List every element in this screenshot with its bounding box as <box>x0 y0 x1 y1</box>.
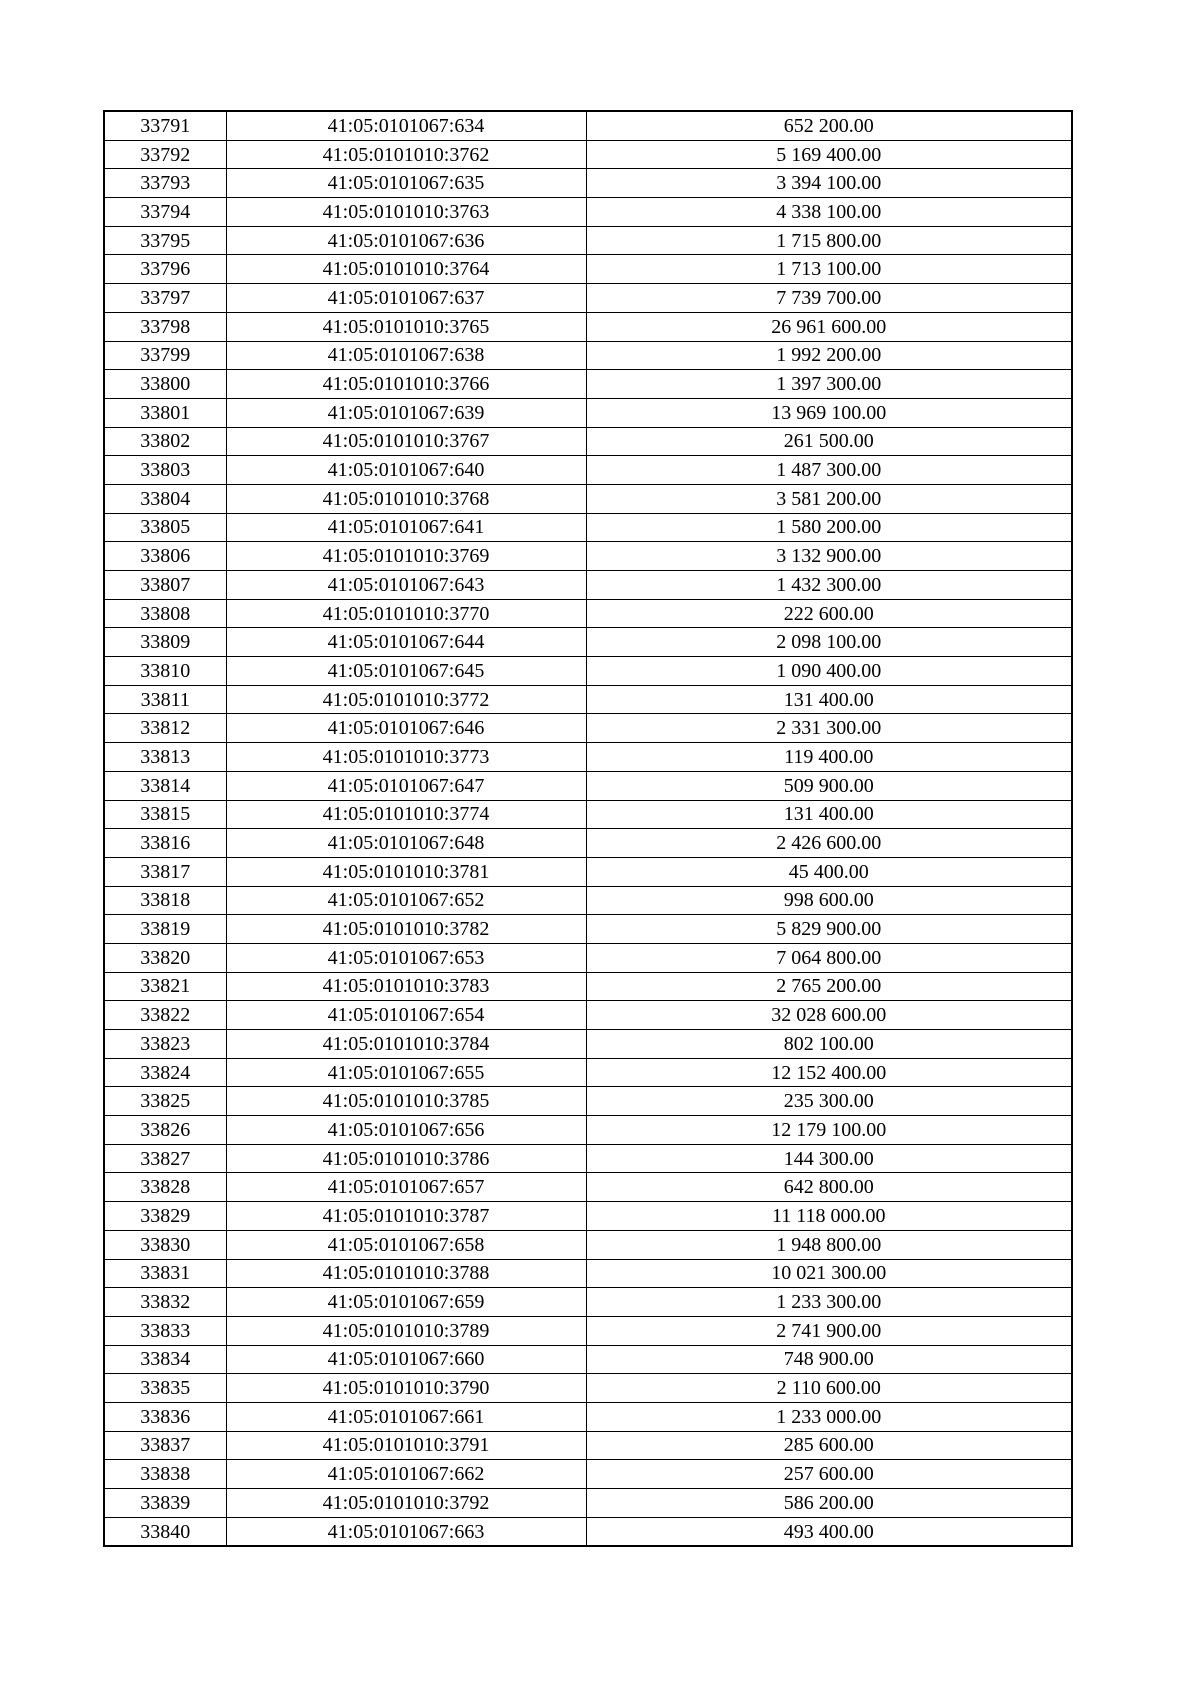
cadastral-value-cell: 3 132 900.00 <box>586 542 1072 571</box>
cadastral-number-cell: 41:05:0101067:641 <box>226 513 586 542</box>
row-number-cell: 33813 <box>104 743 226 772</box>
row-number-cell: 33826 <box>104 1116 226 1145</box>
row-number-cell: 33798 <box>104 312 226 341</box>
cadastral-number-cell: 41:05:0101067:652 <box>226 886 586 915</box>
cadastral-value-cell: 2 110 600.00 <box>586 1374 1072 1403</box>
row-number-cell: 33803 <box>104 456 226 485</box>
row-number-cell: 33825 <box>104 1087 226 1116</box>
cadastral-number-cell: 41:05:0101067:661 <box>226 1402 586 1431</box>
cadastral-value-cell: 7 064 800.00 <box>586 943 1072 972</box>
table-row <box>104 140 1072 169</box>
cadastral-number-cell: 41:05:0101010:3785 <box>226 1087 586 1116</box>
table-row <box>104 456 1072 485</box>
row-number-cell: 33802 <box>104 427 226 456</box>
table-row <box>104 771 1072 800</box>
row-number-cell: 33837 <box>104 1431 226 1460</box>
table-row <box>104 1402 1072 1431</box>
row-number-cell: 33810 <box>104 657 226 686</box>
row-number-cell: 33840 <box>104 1517 226 1546</box>
row-number-cell: 33814 <box>104 771 226 800</box>
cadastral-number-cell: 41:05:0101010:3767 <box>226 427 586 456</box>
row-number-cell: 33800 <box>104 370 226 399</box>
cadastral-number-cell: 41:05:0101010:3784 <box>226 1030 586 1059</box>
table-row <box>104 628 1072 657</box>
cadastral-value-cell: 509 900.00 <box>586 771 1072 800</box>
table-row <box>104 1374 1072 1403</box>
table-row <box>104 685 1072 714</box>
row-number-cell: 33839 <box>104 1489 226 1518</box>
cadastral-number-cell: 41:05:0101010:3781 <box>226 857 586 886</box>
table-row <box>104 829 1072 858</box>
table-row <box>104 1288 1072 1317</box>
row-number-cell: 33838 <box>104 1460 226 1489</box>
cadastral-number-cell: 41:05:0101067:640 <box>226 456 586 485</box>
cadastral-value-cell: 257 600.00 <box>586 1460 1072 1489</box>
cadastral-value-cell: 10 021 300.00 <box>586 1259 1072 1288</box>
table-row <box>104 657 1072 686</box>
table-row <box>104 169 1072 198</box>
cadastral-value-cell: 1 713 100.00 <box>586 255 1072 284</box>
table-row <box>104 111 1072 140</box>
row-number-cell: 33828 <box>104 1173 226 1202</box>
cadastral-value-cell: 998 600.00 <box>586 886 1072 915</box>
table-row <box>104 1316 1072 1345</box>
cadastral-value-cell: 1 432 300.00 <box>586 571 1072 600</box>
row-number-cell: 33827 <box>104 1144 226 1173</box>
cadastral-number-cell: 41:05:0101067:658 <box>226 1230 586 1259</box>
row-number-cell: 33793 <box>104 169 226 198</box>
row-number-cell: 33830 <box>104 1230 226 1259</box>
cadastral-value-cell: 32 028 600.00 <box>586 1001 1072 1030</box>
cadastral-number-cell: 41:05:0101010:3768 <box>226 484 586 513</box>
cadastral-number-cell: 41:05:0101067:645 <box>226 657 586 686</box>
cadastral-value-cell: 1 948 800.00 <box>586 1230 1072 1259</box>
cadastral-value-cell: 4 338 100.00 <box>586 198 1072 227</box>
cadastral-value-cell: 261 500.00 <box>586 427 1072 456</box>
row-number-cell: 33807 <box>104 571 226 600</box>
cadastral-value-cell: 652 200.00 <box>586 111 1072 140</box>
row-number-cell: 33805 <box>104 513 226 542</box>
table-row <box>104 743 1072 772</box>
cadastral-value-cell: 1 233 000.00 <box>586 1402 1072 1431</box>
cadastral-number-cell: 41:05:0101010:3786 <box>226 1144 586 1173</box>
table-row <box>104 714 1072 743</box>
cadastral-value-cell: 1 233 300.00 <box>586 1288 1072 1317</box>
cadastral-number-cell: 41:05:0101010:3774 <box>226 800 586 829</box>
table-row <box>104 1460 1072 1489</box>
cadastral-number-cell: 41:05:0101067:643 <box>226 571 586 600</box>
cadastral-number-cell: 41:05:0101010:3764 <box>226 255 586 284</box>
table-row <box>104 599 1072 628</box>
row-number-cell: 33819 <box>104 915 226 944</box>
cadastral-number-cell: 41:05:0101010:3762 <box>226 140 586 169</box>
row-number-cell: 33817 <box>104 857 226 886</box>
cadastral-value-cell: 1 715 800.00 <box>586 226 1072 255</box>
cadastral-number-cell: 41:05:0101067:638 <box>226 341 586 370</box>
cadastral-value-cell: 222 600.00 <box>586 599 1072 628</box>
cadastral-number-cell: 41:05:0101067:639 <box>226 398 586 427</box>
table-row <box>104 1030 1072 1059</box>
cadastral-number-cell: 41:05:0101067:654 <box>226 1001 586 1030</box>
cadastral-value-cell: 13 969 100.00 <box>586 398 1072 427</box>
cadastral-number-cell: 41:05:0101010:3772 <box>226 685 586 714</box>
row-number-cell: 33821 <box>104 972 226 1001</box>
cadastral-value-cell: 2 098 100.00 <box>586 628 1072 657</box>
table-row <box>104 1058 1072 1087</box>
cadastral-value-cell: 7 739 700.00 <box>586 284 1072 313</box>
table-row <box>104 571 1072 600</box>
row-number-cell: 33801 <box>104 398 226 427</box>
cadastral-value-cell: 1 487 300.00 <box>586 456 1072 485</box>
row-number-cell: 33820 <box>104 943 226 972</box>
cadastral-number-cell: 41:05:0101010:3773 <box>226 743 586 772</box>
table-row <box>104 1431 1072 1460</box>
cadastral-value-cell: 235 300.00 <box>586 1087 1072 1116</box>
table-row <box>104 943 1072 972</box>
cadastral-number-cell: 41:05:0101067:660 <box>226 1345 586 1374</box>
row-number-cell: 33829 <box>104 1202 226 1231</box>
row-number-cell: 33799 <box>104 341 226 370</box>
table-row <box>104 484 1072 513</box>
row-number-cell: 33836 <box>104 1402 226 1431</box>
cadastral-value-cell: 131 400.00 <box>586 685 1072 714</box>
cadastral-number-cell: 41:05:0101067:653 <box>226 943 586 972</box>
cadastral-value-cell: 119 400.00 <box>586 743 1072 772</box>
table-body <box>104 111 1072 1546</box>
cadastral-value-cell: 2 765 200.00 <box>586 972 1072 1001</box>
cadastral-value-cell: 2 741 900.00 <box>586 1316 1072 1345</box>
row-number-cell: 33818 <box>104 886 226 915</box>
cadastral-number-cell: 41:05:0101067:646 <box>226 714 586 743</box>
cadastral-number-cell: 41:05:0101067:647 <box>226 771 586 800</box>
table-row <box>104 341 1072 370</box>
row-number-cell: 33808 <box>104 599 226 628</box>
table-row <box>104 1173 1072 1202</box>
cadastral-number-cell: 41:05:0101067:655 <box>226 1058 586 1087</box>
cadastral-number-cell: 41:05:0101010:3770 <box>226 599 586 628</box>
row-number-cell: 33833 <box>104 1316 226 1345</box>
cadastral-value-cell: 5 829 900.00 <box>586 915 1072 944</box>
cadastral-value-cell: 2 426 600.00 <box>586 829 1072 858</box>
cadastral-number-cell: 41:05:0101010:3789 <box>226 1316 586 1345</box>
row-number-cell: 33797 <box>104 284 226 313</box>
table-row <box>104 1489 1072 1518</box>
row-number-cell: 33804 <box>104 484 226 513</box>
row-number-cell: 33823 <box>104 1030 226 1059</box>
table-row <box>104 857 1072 886</box>
cadastral-number-cell: 41:05:0101067:663 <box>226 1517 586 1546</box>
cadastral-number-cell: 41:05:0101067:659 <box>226 1288 586 1317</box>
cadastral-number-cell: 41:05:0101010:3792 <box>226 1489 586 1518</box>
table-row <box>104 427 1072 456</box>
cadastral-number-cell: 41:05:0101010:3765 <box>226 312 586 341</box>
table-row <box>104 886 1072 915</box>
table-row <box>104 972 1072 1001</box>
cadastral-value-cell: 493 400.00 <box>586 1517 1072 1546</box>
cadastral-number-cell: 41:05:0101067:644 <box>226 628 586 657</box>
row-number-cell: 33835 <box>104 1374 226 1403</box>
table-row <box>104 1116 1072 1145</box>
table-row <box>104 255 1072 284</box>
row-number-cell: 33795 <box>104 226 226 255</box>
table-row <box>104 915 1072 944</box>
table-row <box>104 1144 1072 1173</box>
cadastral-value-cell: 3 394 100.00 <box>586 169 1072 198</box>
table-row <box>104 513 1072 542</box>
cadastral-number-cell: 41:05:0101010:3769 <box>226 542 586 571</box>
row-number-cell: 33822 <box>104 1001 226 1030</box>
row-number-cell: 33812 <box>104 714 226 743</box>
cadastral-value-cell: 26 961 600.00 <box>586 312 1072 341</box>
table-row <box>104 542 1072 571</box>
cadastral-number-cell: 41:05:0101067:636 <box>226 226 586 255</box>
table-row <box>104 370 1072 399</box>
cadastral-value-cell: 802 100.00 <box>586 1030 1072 1059</box>
cadastral-number-cell: 41:05:0101010:3766 <box>226 370 586 399</box>
row-number-cell: 33791 <box>104 111 226 140</box>
table-row <box>104 1517 1072 1546</box>
cadastral-number-cell: 41:05:0101067:634 <box>226 111 586 140</box>
cadastral-number-cell: 41:05:0101067:656 <box>226 1116 586 1145</box>
cadastral-number-cell: 41:05:0101010:3783 <box>226 972 586 1001</box>
row-number-cell: 33809 <box>104 628 226 657</box>
cadastral-value-cell: 131 400.00 <box>586 800 1072 829</box>
cadastral-number-cell: 41:05:0101067:635 <box>226 169 586 198</box>
cadastral-value-cell: 12 152 400.00 <box>586 1058 1072 1087</box>
cadastral-value-cell: 3 581 200.00 <box>586 484 1072 513</box>
table-row <box>104 1001 1072 1030</box>
cadastral-value-cell: 45 400.00 <box>586 857 1072 886</box>
row-number-cell: 33815 <box>104 800 226 829</box>
cadastral-number-cell: 41:05:0101010:3763 <box>226 198 586 227</box>
table-row <box>104 1087 1072 1116</box>
table-row <box>104 284 1072 313</box>
table-row <box>104 1345 1072 1374</box>
cadastral-number-cell: 41:05:0101010:3787 <box>226 1202 586 1231</box>
cadastral-number-cell: 41:05:0101067:662 <box>226 1460 586 1489</box>
row-number-cell: 33832 <box>104 1288 226 1317</box>
cadastral-value-cell: 1 090 400.00 <box>586 657 1072 686</box>
row-number-cell: 33806 <box>104 542 226 571</box>
cadastral-number-cell: 41:05:0101010:3791 <box>226 1431 586 1460</box>
table-row <box>104 1230 1072 1259</box>
table-row <box>104 1202 1072 1231</box>
cadastral-value-cell: 285 600.00 <box>586 1431 1072 1460</box>
table-row <box>104 198 1072 227</box>
cadastral-value-table <box>103 110 1073 1547</box>
cadastral-value-cell: 12 179 100.00 <box>586 1116 1072 1145</box>
row-number-cell: 33816 <box>104 829 226 858</box>
row-number-cell: 33811 <box>104 685 226 714</box>
cadastral-number-cell: 41:05:0101010:3790 <box>226 1374 586 1403</box>
table-row <box>104 312 1072 341</box>
row-number-cell: 33796 <box>104 255 226 284</box>
row-number-cell: 33792 <box>104 140 226 169</box>
cadastral-value-cell: 5 169 400.00 <box>586 140 1072 169</box>
cadastral-value-cell: 11 118 000.00 <box>586 1202 1072 1231</box>
cadastral-value-cell: 748 900.00 <box>586 1345 1072 1374</box>
cadastral-value-cell: 642 800.00 <box>586 1173 1072 1202</box>
cadastral-number-cell: 41:05:0101067:648 <box>226 829 586 858</box>
cadastral-number-cell: 41:05:0101067:657 <box>226 1173 586 1202</box>
cadastral-number-cell: 41:05:0101067:637 <box>226 284 586 313</box>
cadastral-value-cell: 144 300.00 <box>586 1144 1072 1173</box>
table-row <box>104 226 1072 255</box>
cadastral-value-cell: 2 331 300.00 <box>586 714 1072 743</box>
cadastral-number-cell: 41:05:0101010:3788 <box>226 1259 586 1288</box>
row-number-cell: 33794 <box>104 198 226 227</box>
table-row <box>104 398 1072 427</box>
table-row <box>104 1259 1072 1288</box>
row-number-cell: 33831 <box>104 1259 226 1288</box>
row-number-cell: 33824 <box>104 1058 226 1087</box>
cadastral-value-cell: 1 992 200.00 <box>586 341 1072 370</box>
cadastral-value-cell: 586 200.00 <box>586 1489 1072 1518</box>
row-number-cell: 33834 <box>104 1345 226 1374</box>
cadastral-value-cell: 1 580 200.00 <box>586 513 1072 542</box>
cadastral-value-cell: 1 397 300.00 <box>586 370 1072 399</box>
table-row <box>104 800 1072 829</box>
cadastral-number-cell: 41:05:0101010:3782 <box>226 915 586 944</box>
